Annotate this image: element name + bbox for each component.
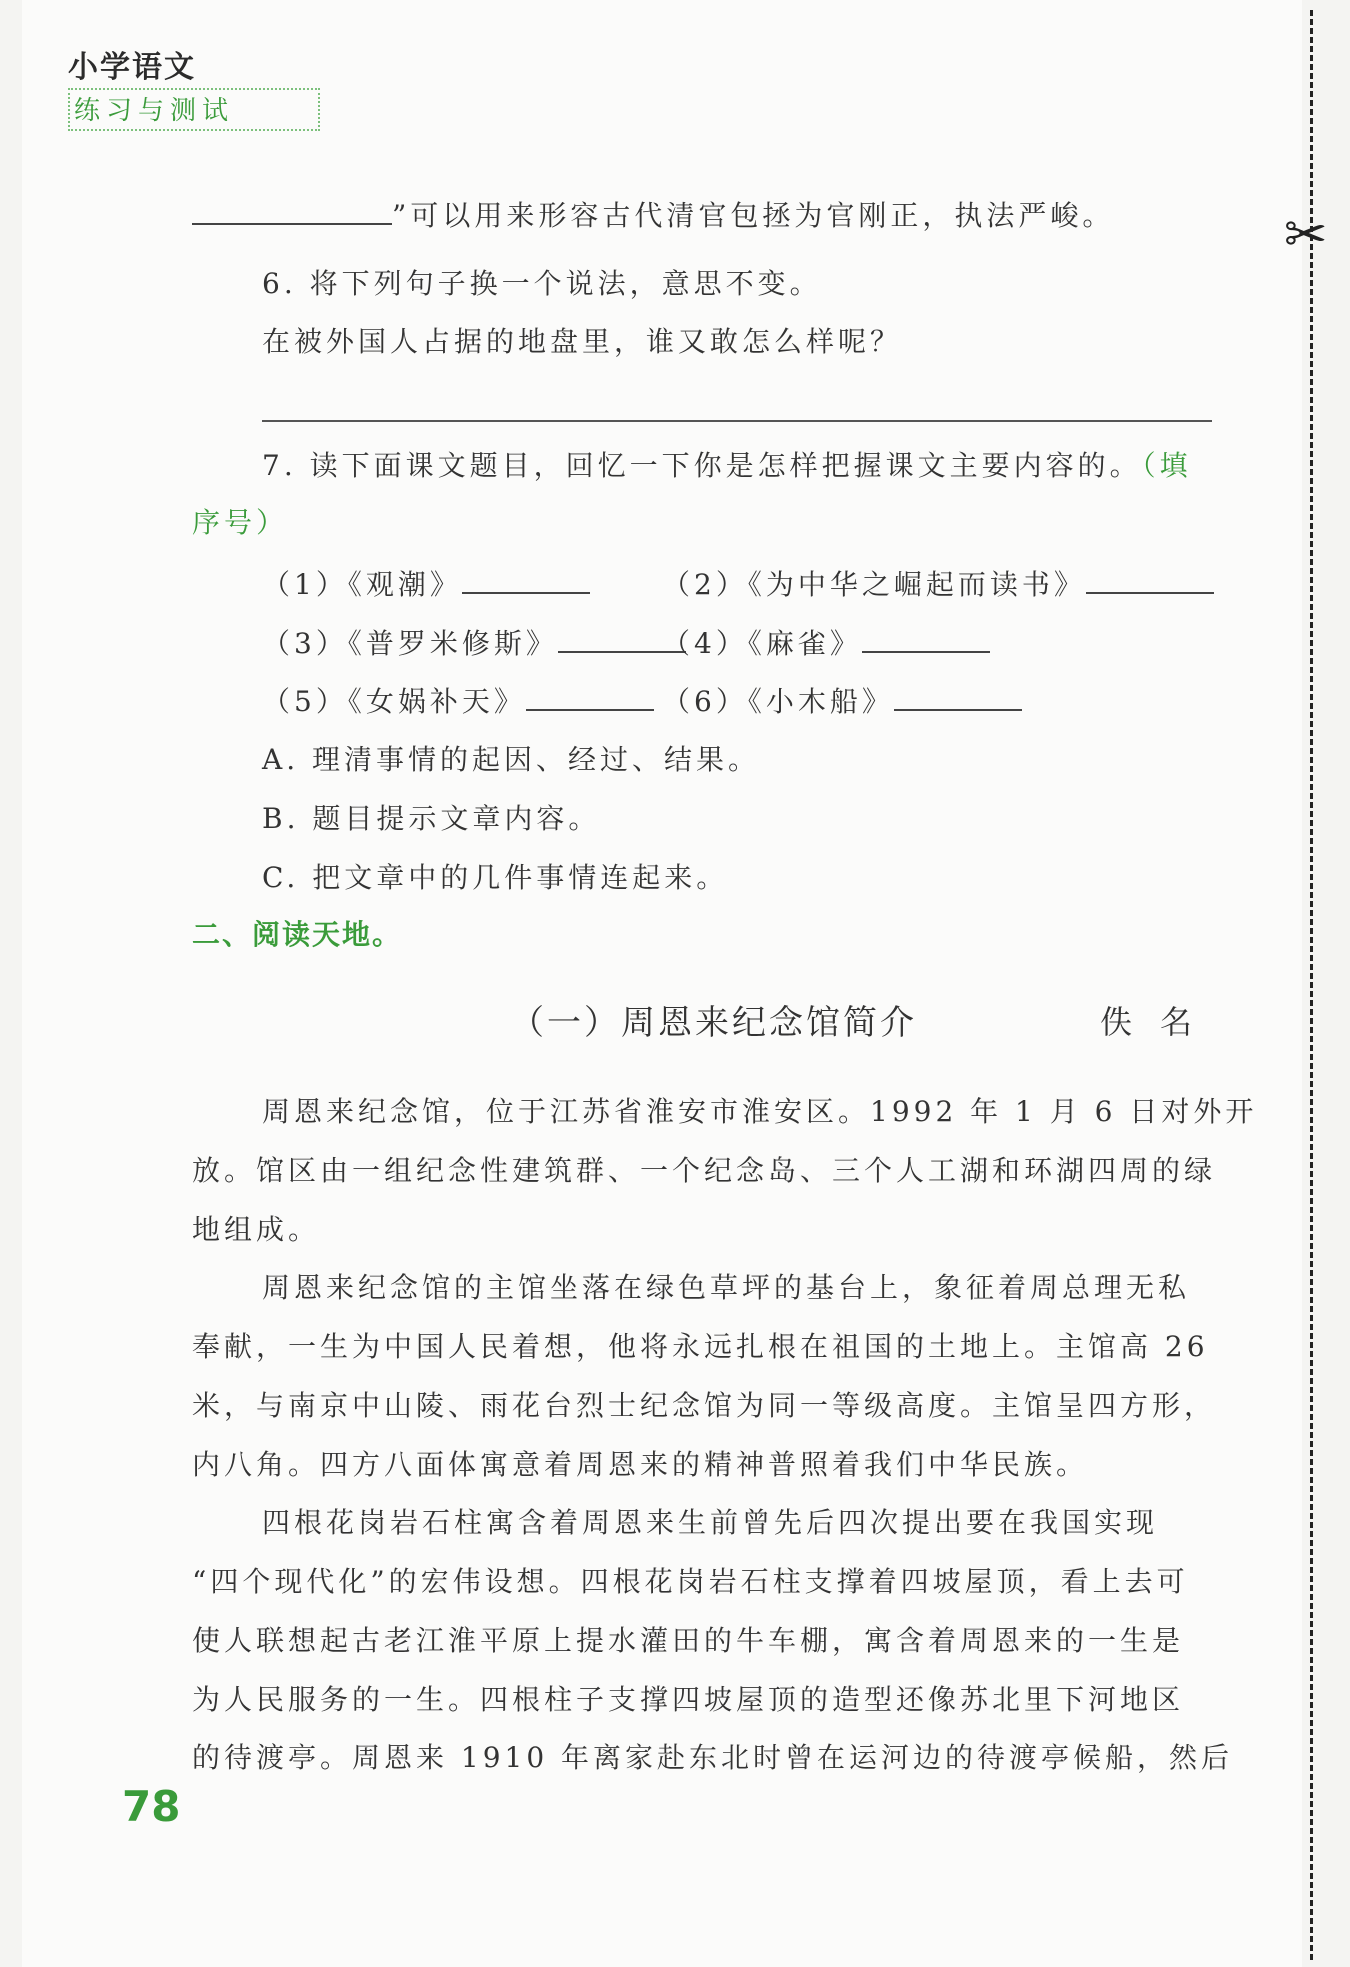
paragraph-line: 米，与南京中山陵、雨花台烈士纪念馆为同一等级高度。主馆呈四方形， <box>192 1389 1217 1422</box>
q6-answer-line[interactable] <box>262 420 1212 422</box>
section-heading: 二、阅读天地。 <box>192 918 403 951</box>
q7-item-1 <box>262 563 590 603</box>
q7-option-b: B. 题目提示文章内容。 <box>262 802 601 835</box>
q6-sentence: 在被外国人占据的地盘里，谁又敢怎么样呢？ <box>262 325 903 358</box>
book-subtitle: 练习与测试 <box>68 88 320 131</box>
q7-item-2 <box>662 563 1214 603</box>
item-label: （4）《麻雀》 <box>662 627 862 660</box>
paragraph-line: 四根花岗岩石柱寓含着周恩来生前曾先后四次提出要在我国实现 <box>262 1506 1159 1539</box>
answer-blank[interactable] <box>862 625 990 653</box>
article-title: （一）周恩来纪念馆简介 <box>510 1003 917 1043</box>
book-title: 小学语文 <box>68 50 196 85</box>
article-author: 佚名 <box>1100 1003 1221 1041</box>
q7-hint-end: 序号） <box>192 506 289 539</box>
answer-blank[interactable] <box>1086 566 1214 594</box>
item-label: （6）《小木船》 <box>662 685 894 718</box>
q7-option-c: C. 把文章中的几件事情连起来。 <box>262 861 729 894</box>
item-label: （2）《为中华之崛起而读书》 <box>662 568 1086 601</box>
paragraph-line: 放。馆区由一组纪念性建筑群、一个纪念岛、三个人工湖和环湖四周的绿 <box>192 1154 1217 1187</box>
paragraph-line: “四个现代化”的宏伟设想。四根花岗岩石柱支撑着四坡屋顶，看上去可 <box>192 1565 1189 1598</box>
q7-prompt: 7. 读下面课文题目，回忆一下你是怎样把握课文主要内容的。 <box>262 449 1142 482</box>
item-label: （5）《女娲补天》 <box>262 685 526 718</box>
answer-blank[interactable] <box>894 683 1022 711</box>
page-number: 78 <box>122 1782 181 1831</box>
q7-item-6 <box>662 680 1022 720</box>
paragraph-line: 周恩来纪念馆，位于江苏省淮安市淮安区。1992 年 1 月 6 日对外开 <box>262 1095 1258 1128</box>
answer-blank[interactable] <box>192 197 392 225</box>
paragraph-line: 奉献，一生为中国人民着想，他将永远扎根在祖国的土地上。主馆高 26 <box>192 1330 1209 1363</box>
q5-line <box>192 194 1114 234</box>
q5-text: ”可以用来形容古代清官包拯为官刚正，执法严峻。 <box>392 199 1115 232</box>
q7-hint-start: （填 <box>1141 449 1192 482</box>
item-label: （1）《观潮》 <box>262 568 462 601</box>
answer-blank[interactable] <box>526 683 654 711</box>
q7-item-5 <box>262 680 654 720</box>
paragraph-line: 地组成。 <box>192 1213 321 1246</box>
cut-line <box>1310 10 1313 1960</box>
q7-option-a: A. 理清事情的起因、经过、结果。 <box>262 743 761 776</box>
q7-item-4 <box>662 622 990 662</box>
item-label: （3）《普罗米修斯》 <box>262 627 558 660</box>
q6-prompt: 6. 将下列句子换一个说法，意思不变。 <box>262 267 822 300</box>
answer-blank[interactable] <box>462 566 590 594</box>
paragraph-line: 为人民服务的一生。四根柱子支撑四坡屋顶的造型还像苏北里下河地区 <box>192 1683 1185 1716</box>
q7-item-3 <box>262 622 686 662</box>
q7-prompt-line <box>262 444 1192 484</box>
paragraph-line: 的待渡亭。周恩来 1910 年离家赴东北时曾在运河边的待渡亭候船，然后 <box>192 1741 1234 1774</box>
paragraph-line: 周恩来纪念馆的主馆坐落在绿色草坪的基台上，象征着周总理无私 <box>262 1271 1191 1304</box>
paragraph-line: 使人联想起古老江淮平原上提水灌田的牛车棚，寓含着周恩来的一生是 <box>192 1624 1185 1657</box>
paragraph-line: 内八角。四方八面体寓意着周恩来的精神普照着我们中华民族。 <box>192 1448 1089 1481</box>
scissors-icon: ✂ <box>1284 205 1328 265</box>
book-header <box>68 42 320 131</box>
